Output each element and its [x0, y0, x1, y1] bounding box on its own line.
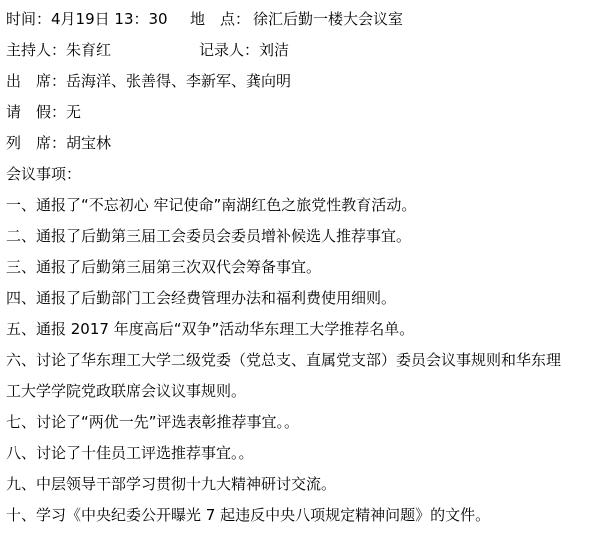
- agenda-item: 五、通报 2017 年度高后“双争”活动华东理工大学推荐名单。: [6, 320, 415, 338]
- agenda-item: 八、讨论了十佳员工评选推荐事宜。。: [6, 444, 254, 462]
- attendees-value: 岳海洋、张善得、李新军、龚向明: [66, 72, 292, 90]
- agenda-item: 三、通报了后勤第三届第三次双代会筹备事宜。: [6, 258, 322, 276]
- agenda-item: 一、通报了“不忘初心 牢记使命”南湖红色之旅党性教育活动。: [6, 196, 417, 214]
- attendees-label: 出 席：: [6, 72, 67, 90]
- host-value: 朱育红: [66, 41, 112, 59]
- observer-label: 列 席：: [6, 134, 67, 152]
- agenda-item: 十、学习《中央纪委公开曝光 7 起违反中央八项规定精神问题》的文件。: [6, 506, 491, 524]
- agenda-item: 二、通报了后勤第三届工会委员会委员增补候选人推荐事宜。: [6, 227, 412, 245]
- recorder-value: 刘洁: [259, 41, 290, 59]
- observer-value: 胡宝林: [66, 134, 112, 152]
- agenda-item: 六、讨论了华东理工大学二级党委（党总支、直属党支部）委员会议事规则和华东理: [6, 351, 562, 369]
- agenda-heading: 会议事项：: [6, 165, 82, 183]
- agenda-item: 七、讨论了“两优一先”评选表彰推荐事宜。。: [6, 413, 300, 431]
- agenda-item: 四、通报了后勤部门工会经费管理办法和福利费使用细则。: [6, 289, 397, 307]
- place-value: 徐汇后勤一楼大会议室: [253, 10, 404, 28]
- host-label: 主持人：: [6, 41, 67, 59]
- place-label: 地 点：: [190, 10, 251, 28]
- recorder-label: 记录人：: [199, 41, 260, 59]
- agenda-item: 九、中层领导干部学习贯彻十九大精神研讨交流。: [6, 475, 337, 493]
- absent-value: 无: [66, 103, 82, 121]
- time-value: 4月19日 13：30: [51, 10, 168, 28]
- time-label: 时间：: [6, 10, 52, 28]
- agenda-item-continuation: 工大学学院党政联席会议议事规则。: [6, 382, 247, 400]
- absent-label: 请 假：: [6, 103, 67, 121]
